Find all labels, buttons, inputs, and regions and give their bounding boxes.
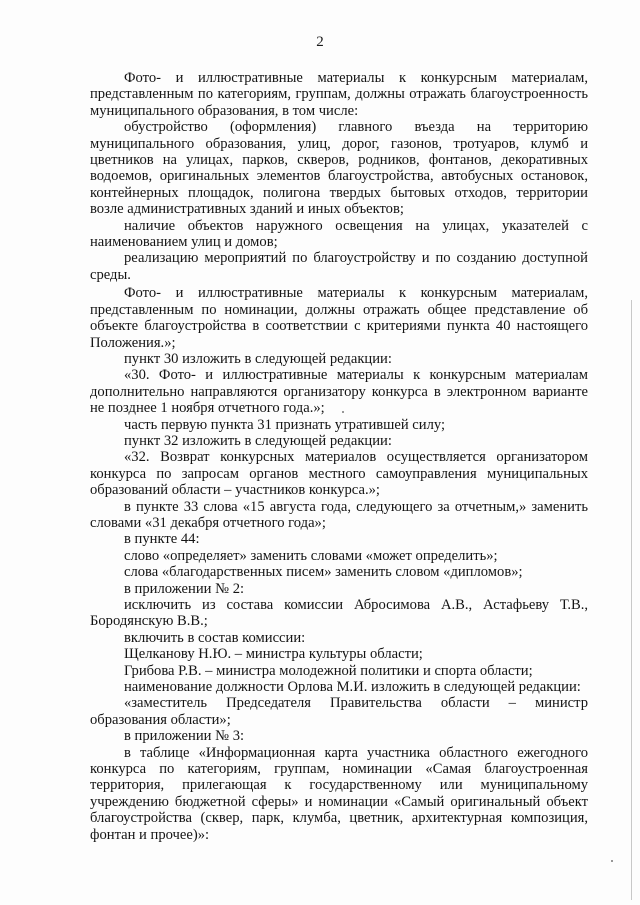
paragraph: Фото- и иллюстративные материалы к конкурсным материалам, представленным по номинации, должны отражать общее представление об объекте благоустройства в соответствии с критериями пункта 40 настоящего Положения.»;	[90, 285, 588, 351]
paragraph: «32. Возврат конкурсных материалов осуществляется организатором конкурса по запросам органов местного самоуправления муниципальных образований области – участников конкурса.»;	[90, 449, 588, 499]
scan-edge-line	[631, 300, 632, 900]
paragraph: наличие объектов наружного освещения на улицах, указателей с наименованием улиц и домов;	[90, 217, 588, 251]
page-number: 2	[316, 34, 324, 50]
paragraph: часть первую пункта 31 признать утратившей силу;	[124, 416, 446, 433]
paragraph: обустройство (оформления) главного въезда на территорию муниципального образования, улиц, дорог, газонов, тротуаров, клумб и цветников на улицах, парков, скверов, родников, фонтанов, декоративных водоемов, оригинальных элементов благоустройства, автобусных остановок, контейнерных площадок, полигона твердых бытовых отходов, территории возле административных зданий и иных объектов;	[90, 119, 588, 218]
paragraph: Фото- и иллюстративные материалы к конкурсным материалам, представленным по категориям, группам, должны отражать благоустроенность муниципального образования, в том числе:	[90, 70, 588, 119]
paragraph: пункт 30 изложить в следующей редакции:	[124, 350, 392, 367]
paragraph: в пункте 44:	[124, 531, 200, 548]
scan-speck	[342, 411, 344, 413]
paragraph: исключить из состава комиссии Абросимова А.В., Астафьеву Т.В., Бородянскую В.В.;	[90, 597, 588, 630]
paragraph: «заместитель Председателя Правительства области – министр образования области»;	[90, 695, 588, 728]
document-body	[90, 70, 588, 843]
paragraph: в пункте 33 слова «15 августа года, следующего за отчетным,» заменить словами «31 декабря отчетного года»;	[90, 498, 588, 531]
paragraph: слова «благодарственных писем» заменить словом «дипломов»;	[124, 564, 523, 581]
paragraph: пункт 32 изложить в следующей редакции:	[124, 432, 392, 449]
paragraph: Грибова Р.В. – министра молодежной политики и спорта области;	[124, 662, 533, 679]
paragraph: реализацию мероприятий по благоустройству и по созданию доступной среды.	[90, 250, 588, 283]
paragraph: включить в состав комиссии:	[124, 629, 306, 646]
paragraph: наименование должности Орлова М.И. изложить в следующей редакции:	[124, 679, 581, 696]
paragraph: в приложении № 3:	[124, 728, 245, 745]
paragraph: в приложении № 2:	[124, 580, 245, 597]
paragraph: «30. Фото- и иллюстративные материалы к конкурсным материалам дополнительно направляются организатору конкурса в электронном варианте не позднее 1 ноября отчетного года.»;	[90, 367, 588, 417]
paragraph: слово «определяет» заменить словами «может определить»;	[124, 547, 498, 564]
scan-speck	[611, 860, 613, 862]
paragraph: Щелканову Н.Ю. – министра культуры области;	[124, 646, 423, 663]
paragraph: в таблице «Информационная карта участника областного ежегодного конкурса по категориям, группам, номинации «Самая благоустроенная территория, прилегающая к государственному или муниципальному учреждению бюджетной сферы» и номинации «Самый оригинальный объект благоустройства (сквер, парк, клумба, цветник, архитектурная композиция, фонтан и прочее)»:	[90, 744, 588, 843]
